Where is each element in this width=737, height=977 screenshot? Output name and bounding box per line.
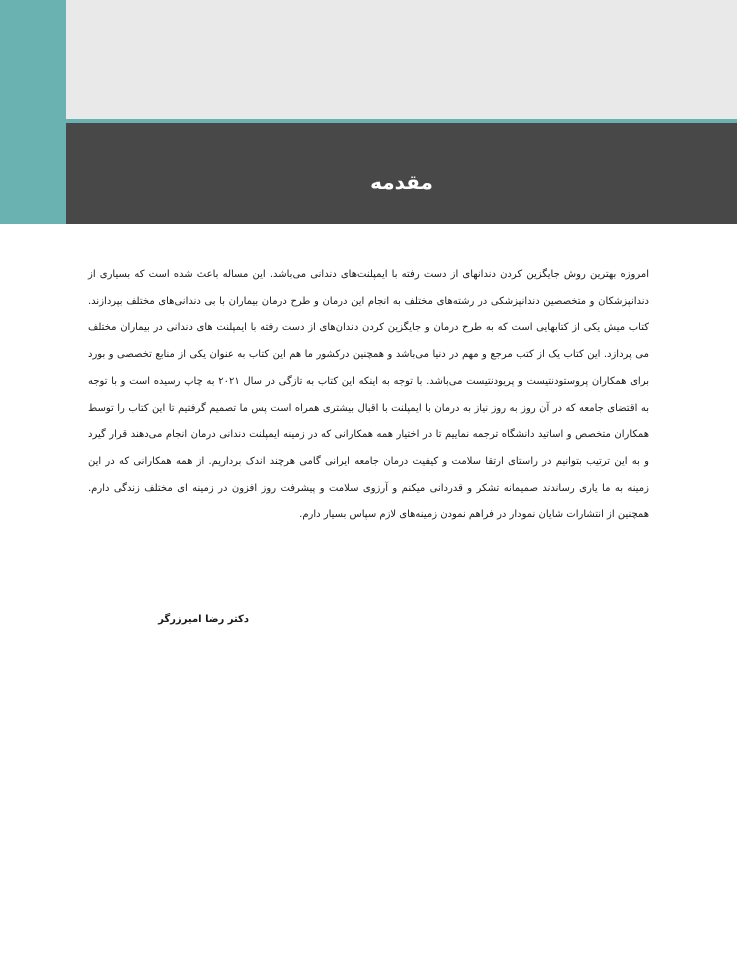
body-paragraph: امروزه بهترین روش جایگزین کردن دندانهای از دست رفته با ایمپلنت‌های دندانی می‌باشد. این مساله باعث شده است که بسیاری از دندانپزشکان و متخصصین دندانپزشکی در رشته‌های مختلف به انجام این درمان و طرح درمان بیماران با بی دندانی‌های مختلف بپردازند. کتاب میش یکی از کتابهایی است که به طرح درمان و جایگزین کردن دندان‌های از دست رفته با ایمپلنت های دندانی در بیماران مختلف می پردازد. این کتاب یک از کتب مرجع و مهم در دنیا می‌باشد و همچنین درکشور ما هم این کتاب به عنوان یکی از منابع تخصصی و بورد برای همکاران پروستودنتیست و پریودنتیست می‌باشد. با توجه به اینکه این کتاب به تازگی در سال ۲۰۲۱ به چاپ رسیده است و با توجه به اقتضای جامعه که در آن روز به روز نیاز به درمان با ایمپلنت با اقبال بیشتری همراه است پس ما تصمیم گرفتیم تا این کتاب را توسط همکاران متخصص و اساتید دانشگاه ترجمه نماییم تا در اختیار همه همکارانی که در زمینه ایمپلنت دندانی درمان انجام می‌دهند قرار گیرد و به این ترتیب بتوانیم در راستای ارتقا سلامت و کیفیت درمان جامعه ایرانی گامی هرچند اندک برداریم. از همه همکارانی که در این زمینه به ما یاری رساندند صمیمانه تشکر و قدردانی میکنم و آرزوی سلامت و پیشرفت روز افزون در زمینه ای مختلف زندگی دارم. همچنین از انتشارات شایان نمودار در فراهم نمودن زمینه‌های لازم سپاس بسیار دارم.	[88, 269, 649, 521]
author-signature: دکتر رضا امیرزرگر	[158, 614, 249, 625]
page-header	[0, 0, 737, 224]
top-grey-band	[66, 0, 737, 119]
page-title: مقدمه	[370, 169, 433, 194]
teal-side-block	[0, 0, 66, 224]
title-bar	[66, 123, 737, 224]
